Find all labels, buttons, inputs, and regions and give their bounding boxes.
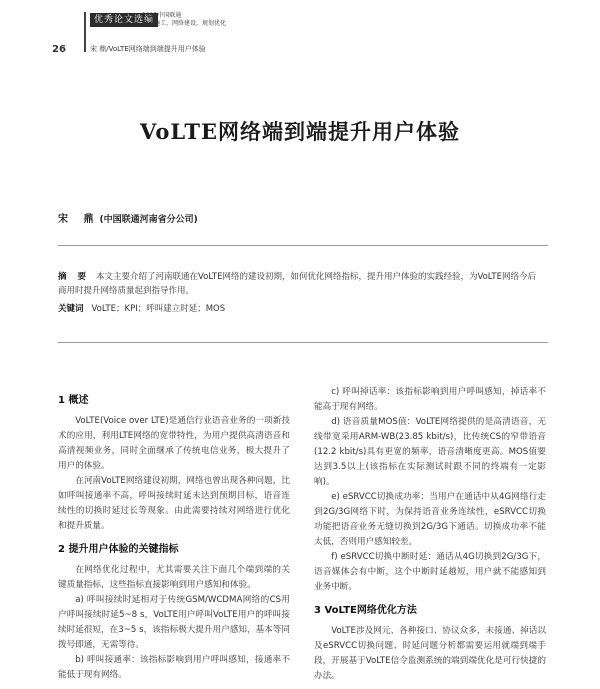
keywords-text: VoLTE；KPI；呼叫建立时延；MOS bbox=[91, 304, 226, 314]
paragraph: VoLTE(Voice over LTE)是通信行业语音业务的一项新技术的应用，利用LTE网络的宽带特性，为用户提供高清语音和高清视频业务，同时全面继承了传统电信业务，极大提升了用户的体验。 bbox=[58, 416, 290, 471]
paragraph: 在网络优化过程中，尤其需要关注下面几个端到端的关键质量指标，这些指标直接影响到用户感知和体验。 bbox=[58, 565, 290, 590]
abstract-text: 本文主要介绍了河南联通在VoLTE网络的建设初期，如何优化网络指标，提升用户体验的实践经验，为VoLTE网络今后商用时提升网络质量起到指导作用。 bbox=[58, 272, 536, 296]
abstract bbox=[58, 270, 544, 298]
paper-title: VoLTE网络端到端提升用户体验 bbox=[139, 119, 461, 144]
left-column bbox=[58, 385, 290, 683]
keywords bbox=[58, 302, 225, 314]
page-header bbox=[0, 0, 600, 60]
author-affiliation: (中国联通河南省分公司) bbox=[99, 215, 198, 225]
header-divider bbox=[84, 12, 86, 52]
bottom-rule bbox=[58, 342, 548, 343]
abstract-label: 摘 要 bbox=[58, 272, 90, 282]
paragraph: a) 呼叫接续时延相对于传统GSM/WCDMA网络的CS用户呼叫接续时延5~8 s，VoLTE用户呼叫VoLTE用户的呼叫接续时延很短，在3~5 s，该指标极大提升用户感知，基本等同拨号即通，无需等待。 bbox=[58, 595, 290, 650]
paragraph: e) eSRVCC切换成功率：当用户在通话中从4G网络行走到2G/3G网络下时，为保持语音业务连续性，eSRVCC切换功能把语音业务无缝切换到2G/3G下通话。切换成功率不能太低，否则用户感知较差。 bbox=[314, 492, 546, 547]
column-info-line: 设计施工、网络建设、规划优化 bbox=[142, 20, 227, 27]
section-heading-optimization: 3 VoLTE网络优化方法 bbox=[314, 605, 417, 616]
column-badge: 优秀论文选编 bbox=[90, 13, 158, 27]
paragraph: 在河南VoLTE网络建设初期，网络也曾出现各种问题，比如呼叫接通率不高，呼叫接续时延未达到预期目标，语音连续性的切换时延过长等现象。由此需要持续对网络进行优化和提升质量。 bbox=[58, 476, 290, 531]
running-title: 宋 鼎/VoLTE网络端到端提升用户体验 bbox=[90, 45, 206, 53]
top-rule bbox=[58, 245, 548, 246]
paragraph: d) 语音质量MOS值：VoLTE网络提供的是高清语音，无线带宽采用ARM-WB(23.85 kbit/s)，比传统CS的窄带语音(12.2 kbit/s)具有更宽的频率，语音清晰度更高。MOS值要达到3.5以上(该指标在实际测试时跟不同的终端有一定影响)。 bbox=[314, 417, 546, 487]
paragraph: b) 呼叫接通率：该指标影响到用户呼叫感知，接通率不能低于现有网络。 bbox=[58, 655, 290, 680]
right-column bbox=[314, 385, 546, 684]
column-info-line: 2015中国联通 bbox=[142, 12, 182, 19]
paragraph: c) 呼叫掉话率：该指标影响到用户呼叫感知，掉话率不能高于现有网络。 bbox=[314, 387, 546, 412]
section-heading-overview: 1 概述 bbox=[58, 395, 89, 406]
page-number: 26 bbox=[52, 44, 66, 55]
author-line bbox=[58, 210, 198, 225]
column-info bbox=[142, 12, 226, 28]
paragraph: VoLTE涉及网元、各种接口、协议众多，未接通、掉话以及eSRVCC切换问题、时延问题分析都需要运用就端到端手段，开展基于VoLTE信令监测系统的端到端优化是可行快捷的办法。 bbox=[314, 626, 546, 681]
keywords-label: 关键词 bbox=[58, 304, 84, 314]
paragraph: f) eSRVCC切换中断时延：通话从4G切换到2G/3G下，语音媒体会有中断，这个中断时延越短，用户就不能感知到业务中断。 bbox=[314, 552, 546, 592]
section-heading-kpi: 2 提升用户体验的关键指标 bbox=[58, 544, 179, 555]
author-name: 宋 鼎 bbox=[58, 214, 100, 225]
